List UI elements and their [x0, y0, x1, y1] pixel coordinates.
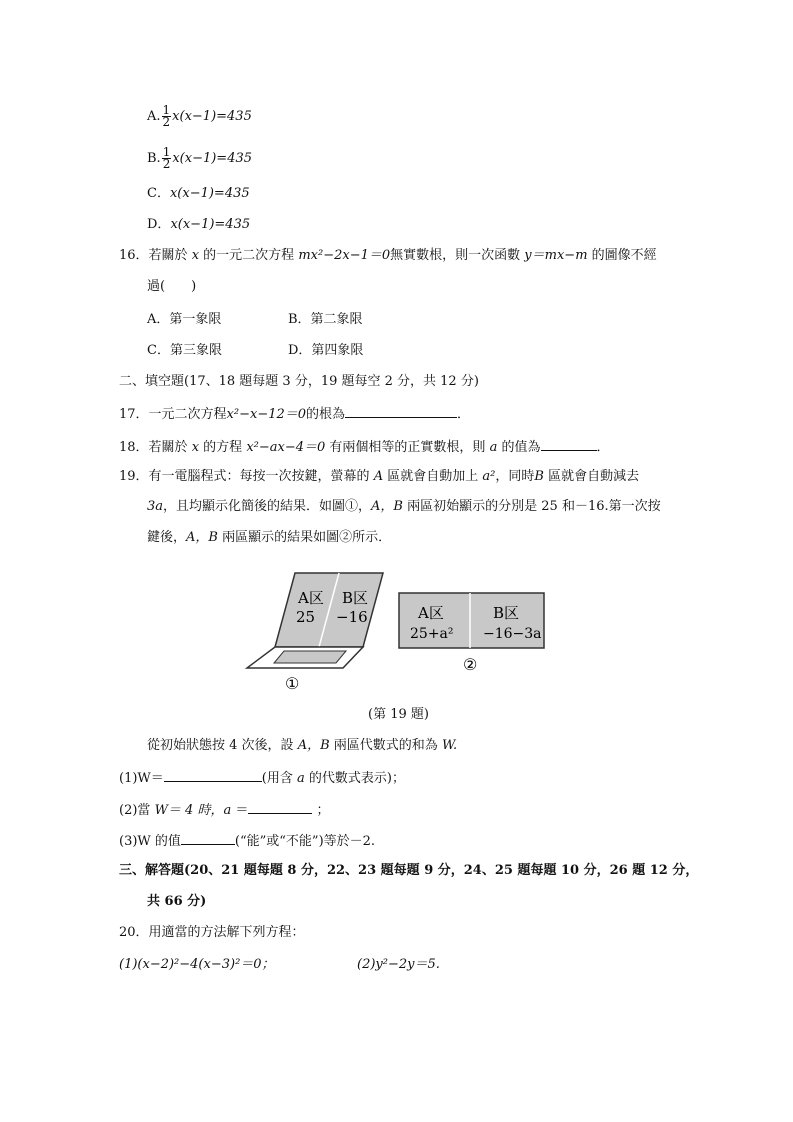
- text: 區就會自動加上: [387, 469, 479, 484]
- expression: x(x−1)=435: [172, 151, 253, 166]
- variable: a²: [482, 469, 496, 484]
- option-label: A.: [147, 109, 161, 124]
- equation: x²−x−12＝0: [226, 407, 307, 422]
- text: ．: [457, 407, 471, 422]
- q19-line2: [147, 498, 661, 516]
- q16-stem-line1: [119, 247, 657, 265]
- option-label: D．: [147, 217, 171, 232]
- denominator: 2: [162, 115, 171, 129]
- variable: A: [373, 469, 384, 484]
- figure-2-caption: ②: [463, 655, 478, 674]
- variable: a: [489, 440, 498, 455]
- variable: x: [191, 248, 200, 263]
- expression: x(x−1)=435: [169, 186, 250, 201]
- figure-1-b-label: B区: [342, 589, 369, 607]
- equation: x²−ax−4＝0: [246, 440, 326, 455]
- text: ＝: [235, 803, 249, 818]
- answer-blank[interactable]: [181, 831, 235, 845]
- text: (用含: [261, 771, 293, 786]
- text: ，同時: [495, 469, 535, 484]
- text: (3)W 的值: [119, 834, 181, 849]
- variable: A，B: [186, 530, 218, 545]
- text: ；: [316, 803, 330, 818]
- figure-2-b-label: B区: [493, 604, 520, 622]
- section3-title-line2: 共 66 分): [147, 894, 207, 909]
- text: 的值為: [501, 440, 541, 455]
- text: 的圖像不經: [591, 248, 657, 263]
- text: 19．有一電腦程式：每按一次按鍵，螢幕的: [119, 469, 370, 484]
- q20-part2: (2)y²−2y＝5.: [357, 957, 440, 972]
- variable: B: [534, 469, 544, 484]
- q16-option-d: D．第四象限: [288, 343, 364, 358]
- text: 兩區代數式的和為: [333, 738, 438, 753]
- figure-caption: (第 19 題): [368, 707, 429, 722]
- fraction: [162, 105, 172, 128]
- text: 鍵後，: [147, 530, 187, 545]
- q15-option-d: [147, 216, 250, 234]
- q19-line1: [119, 468, 639, 486]
- text: 從初始狀態按 4 次後，設: [147, 738, 294, 753]
- q18: [119, 437, 610, 457]
- text: 的根為: [306, 407, 346, 422]
- denominator: 2: [162, 157, 171, 171]
- text: 區就會自動減去: [548, 469, 640, 484]
- text: 的代數式表示)；: [308, 771, 405, 786]
- text: 兩區初始顯示的分別是 25 和－16.第一次按: [407, 499, 661, 514]
- figure-1-touchpad: [274, 651, 346, 663]
- section3-title-line1: 三、解答題(20、21 題每題 8 分，22、23 題每題 9 分，24、25 題每題 10 分，26 題 12 分，: [119, 863, 699, 878]
- q16-option-a: A．第一象限: [147, 312, 222, 327]
- text: 的一元二次方程: [203, 248, 295, 263]
- text: (“能”或“不能”)等於－2.: [234, 834, 376, 849]
- text: 兩區顯示的結果如圖②所示．: [222, 530, 392, 545]
- text: 無實數根，則一次函數: [390, 248, 521, 263]
- q16-stem-line2: 過( ): [147, 279, 197, 294]
- q15-option-a: [147, 105, 252, 128]
- answer-blank[interactable]: [345, 404, 457, 418]
- figure-2-a-value: 25+a²: [410, 626, 454, 642]
- text: W＝ 4 時，: [154, 803, 224, 818]
- variable: A，B: [297, 738, 330, 753]
- numerator: 1: [162, 145, 171, 159]
- equation: mx²−2x−1＝0: [298, 248, 391, 263]
- q19-figure: [240, 565, 560, 695]
- text: 有兩個相等的正實數根，則: [329, 440, 486, 455]
- figure-1-a-value: 25: [296, 608, 316, 626]
- text: ．: [596, 440, 610, 455]
- answer-blank[interactable]: [164, 768, 262, 782]
- variable: x: [191, 440, 200, 455]
- figure-1-b-value: −16: [336, 608, 368, 626]
- variable: 3a: [147, 499, 164, 514]
- text: 18．若關於: [119, 440, 188, 455]
- figure-2-a-label: A区: [418, 604, 444, 622]
- text: 17．一元二次方程: [119, 407, 227, 422]
- figure-1-a-label: A区: [298, 589, 324, 607]
- q15-option-b: [147, 147, 252, 170]
- variable: a: [297, 771, 305, 786]
- figure-2-b-value: −16−3a: [483, 626, 542, 642]
- text: (2)當: [119, 803, 151, 818]
- q20-part1: (1)(x−2)²−4(x−3)²＝0；: [119, 957, 275, 972]
- q17: [119, 404, 470, 424]
- figure-1-device: [247, 573, 383, 693]
- option-label: C．: [147, 186, 170, 201]
- section2-title: 二、填空題(17、18 題每題 3 分，19 題每空 2 分，共 12 分): [119, 374, 479, 389]
- figure-2-display: [399, 593, 544, 674]
- function: y＝mx−m: [524, 248, 588, 263]
- figure-1-caption: ①: [285, 674, 300, 693]
- text: (1)W＝: [119, 771, 164, 786]
- text: ，且均顯示化簡後的結果．如圖①，: [163, 499, 372, 514]
- variable: A，B: [371, 499, 403, 514]
- variable: W.: [441, 738, 458, 753]
- variable: a: [223, 803, 232, 818]
- q19-line3: [147, 529, 391, 547]
- text: 的方程: [203, 440, 243, 455]
- q19-part1: [119, 768, 405, 788]
- q19-part2: [119, 800, 330, 820]
- q16-option-c: C．第三象限: [147, 343, 222, 358]
- fraction: [162, 147, 172, 170]
- option-label: B.: [147, 151, 161, 166]
- answer-blank[interactable]: [541, 437, 597, 451]
- numerator: 1: [162, 103, 171, 117]
- q15-option-c: [147, 185, 250, 203]
- q16-option-b: B．第二象限: [288, 312, 363, 327]
- q20-title: 20．用適當的方法解下列方程：: [119, 925, 305, 940]
- expression: x(x−1)=435: [172, 109, 252, 124]
- q19-intro: [147, 737, 457, 755]
- text: 16．若關於: [119, 248, 188, 263]
- expression: x(x−1)=435: [170, 217, 251, 232]
- q19-part3: [119, 831, 375, 851]
- answer-blank[interactable]: [248, 800, 312, 814]
